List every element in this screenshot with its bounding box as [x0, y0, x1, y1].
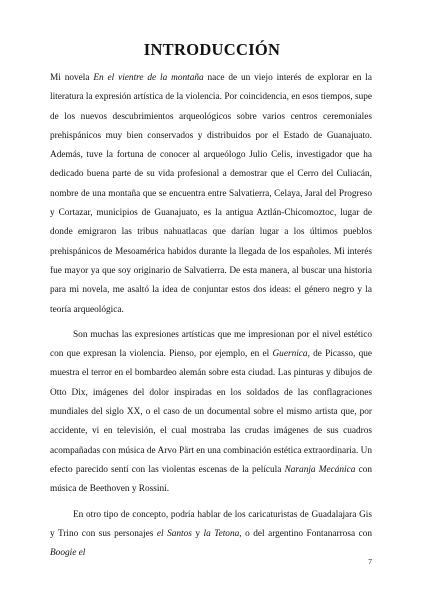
italic-title-text: Guernica — [272, 349, 308, 360]
paragraph-1 — [50, 69, 372, 320]
text-run: y — [191, 528, 204, 539]
body-text — [50, 69, 372, 563]
text-run: nace de un viejo interés de explorar en la literatura la expresión artística de la violencia. Por coincidencia, en esos tiempos, supe de los nuevos descubrimientos arqueológicos sobre varios centros ceremoniales prehispánicos muy bien conservados y distribuidos por el Estado de Guanajuato. Además, tuve la fortuna de conocer al arqueólogo Julio Celis, investigador que ha dedicado buena parte de su vida profesional a demostrar que el Cerro del Culiacán, nombre de una montaña que se encuentra entre Salvatierra, Celaya, Jaral del Progreso y Cortazar, municipios de Guanajuato, es la antigua Aztlán-Chicomoztoc, lugar de donde emigraron las tribus nahuatlacas que darían lugar a los últimos pueblos prehispánicos de Mesoamérica habidos durante la llegada de los españoles. Mi interés fue mayor ya que soy originario de Salvatierra. De esta manera, al buscar una historia para mi novela, me asaltó la idea de conjuntar estos dos ideas: el género negro y la teoría arqueológica. — [50, 73, 373, 315]
text-run: En otro tipo de concepto, podría hablar de los caricaturistas de Guadalajara Gis y Trino con sus personajes — [50, 509, 372, 539]
text-run: , o del argentino Fontanarrosa con — [239, 528, 373, 539]
text-run: Son muchas las expresiones artísticas que me impresionan por el nivel estético con que expresan la violencia. Pienso, por ejemplo, en el — [50, 329, 372, 360]
italic-title-text: Naranja Mecánica — [284, 464, 356, 475]
paragraph-2 — [50, 326, 372, 500]
page-title: INTRODUCCIÓN — [143, 40, 281, 59]
italic-title-text: la Tetona — [203, 528, 240, 539]
italic-title-text: el Santos — [156, 528, 192, 539]
italic-title-text: Boogie el — [50, 548, 86, 559]
text-run: , de Picasso, que muestra el terror en el bombardeo alemán sobre esta ciudad. Las pinturas y dibujos de Otto Dix, imágenes del dolor inspiradas en los soldados de las conflagraciones mundiales del siglo XX, o el caso de un documental sobre el mismo artista que, por accidente, vi en televisión, el cual mostraba las crudas imágenes de sus cuadros acompañadas con música de Arvo Pärt en una combinación estética extraordinaria. Un efecto parecido sentí con las violentas escenas de la película — [50, 349, 372, 475]
text-run: con música de Beethoven y Rossini. — [50, 464, 372, 495]
italic-title-text: En el vientre de la montaña — [93, 73, 204, 83]
text-run: Mi novela — [50, 73, 94, 83]
paragraph-3 — [50, 506, 372, 564]
page-number: 7 — [368, 557, 372, 566]
